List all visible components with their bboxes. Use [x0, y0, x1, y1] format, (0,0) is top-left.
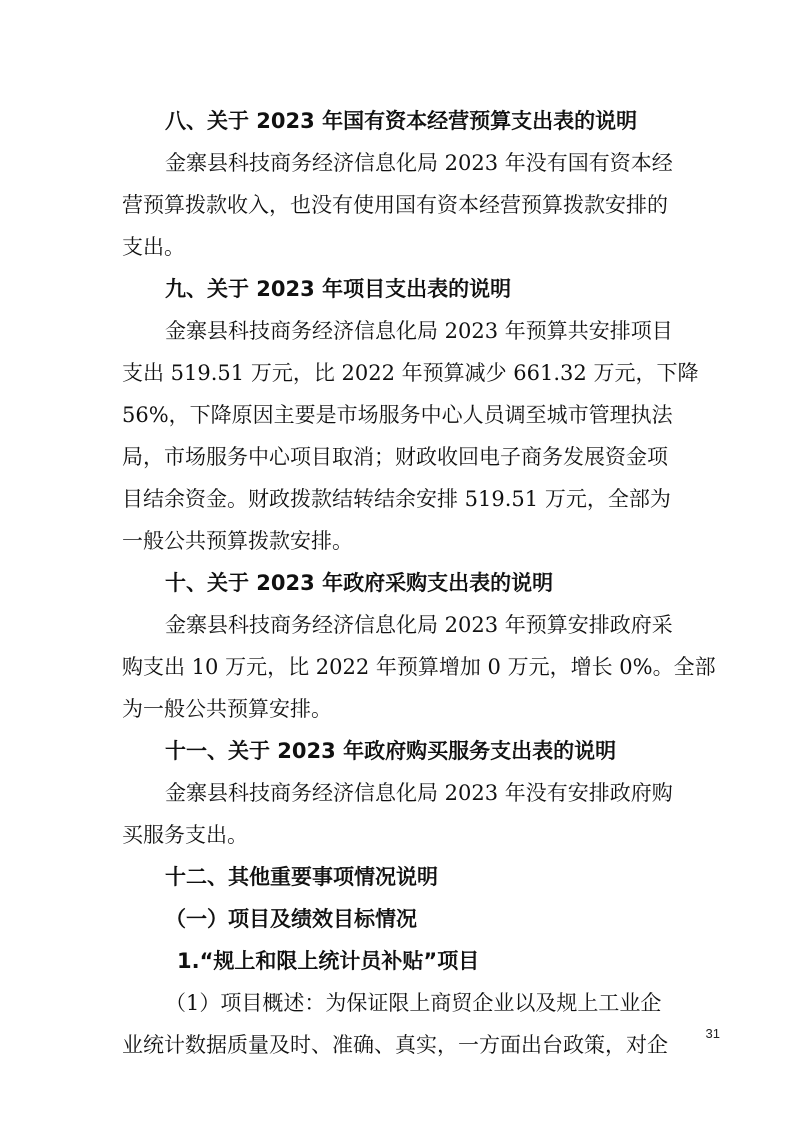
heading-section-8: 八、关于 2023 年国有资本经营预算支出表的说明: [165, 109, 638, 133]
paragraph-line: 购支出 10 万元，比 2022 年预算增加 0 万元，增长 0%。全部: [122, 655, 716, 679]
paragraph-line: 为一般公共预算安排。: [122, 697, 332, 721]
paragraph-line: 56%，下降原因主要是市场服务中心人员调至城市管理执法: [122, 403, 673, 427]
heading-section-12: 十二、其他重要事项情况说明: [165, 865, 438, 889]
subheading-statistician-subsidy: 1.“规上和限上统计员补贴”项目: [177, 949, 480, 973]
heading-section-10: 十、关于 2023 年政府采购支出表的说明: [165, 571, 554, 595]
paragraph-line: 业统计数据质量及时、准确、真实，一方面出台政策，对企: [122, 1033, 668, 1057]
paragraph-line: 支出 519.51 万元，比 2022 年预算减少 661.32 万元，下降: [122, 361, 699, 385]
paragraph-line: 局，市场服务中心项目取消；财政收回电子商务发展资金项: [122, 445, 668, 469]
paragraph-line: 金寨县科技商务经济信息化局 2023 年没有安排政府购: [165, 781, 673, 805]
paragraph-line: 买服务支出。: [122, 823, 248, 847]
heading-section-9: 九、关于 2023 年项目支出表的说明: [165, 277, 512, 301]
heading-section-11: 十一、关于 2023 年政府购买服务支出表的说明: [165, 739, 617, 763]
subheading-project-goals: （一）项目及绩效目标情况: [165, 907, 417, 931]
paragraph-line: 营预算拨款收入，也没有使用国有资本经营预算拨款安排的: [122, 193, 668, 217]
paragraph-line: 一般公共预算拨款安排。: [122, 529, 353, 553]
paragraph-line: 金寨县科技商务经济信息化局 2023 年预算共安排项目: [165, 319, 673, 343]
paragraph-line: 支出。: [122, 235, 185, 259]
paragraph-line: 金寨县科技商务经济信息化局 2023 年预算安排政府采: [165, 613, 673, 637]
paragraph-line: 目结余资金。财政拨款结转结余安排 519.51 万元，全部为: [122, 487, 671, 511]
paragraph-line: （1）项目概述：为保证限上商贸企业以及规上工业企: [165, 991, 662, 1015]
page-number: 31: [705, 1026, 720, 1041]
paragraph-line: 金寨县科技商务经济信息化局 2023 年没有国有资本经: [165, 151, 673, 175]
